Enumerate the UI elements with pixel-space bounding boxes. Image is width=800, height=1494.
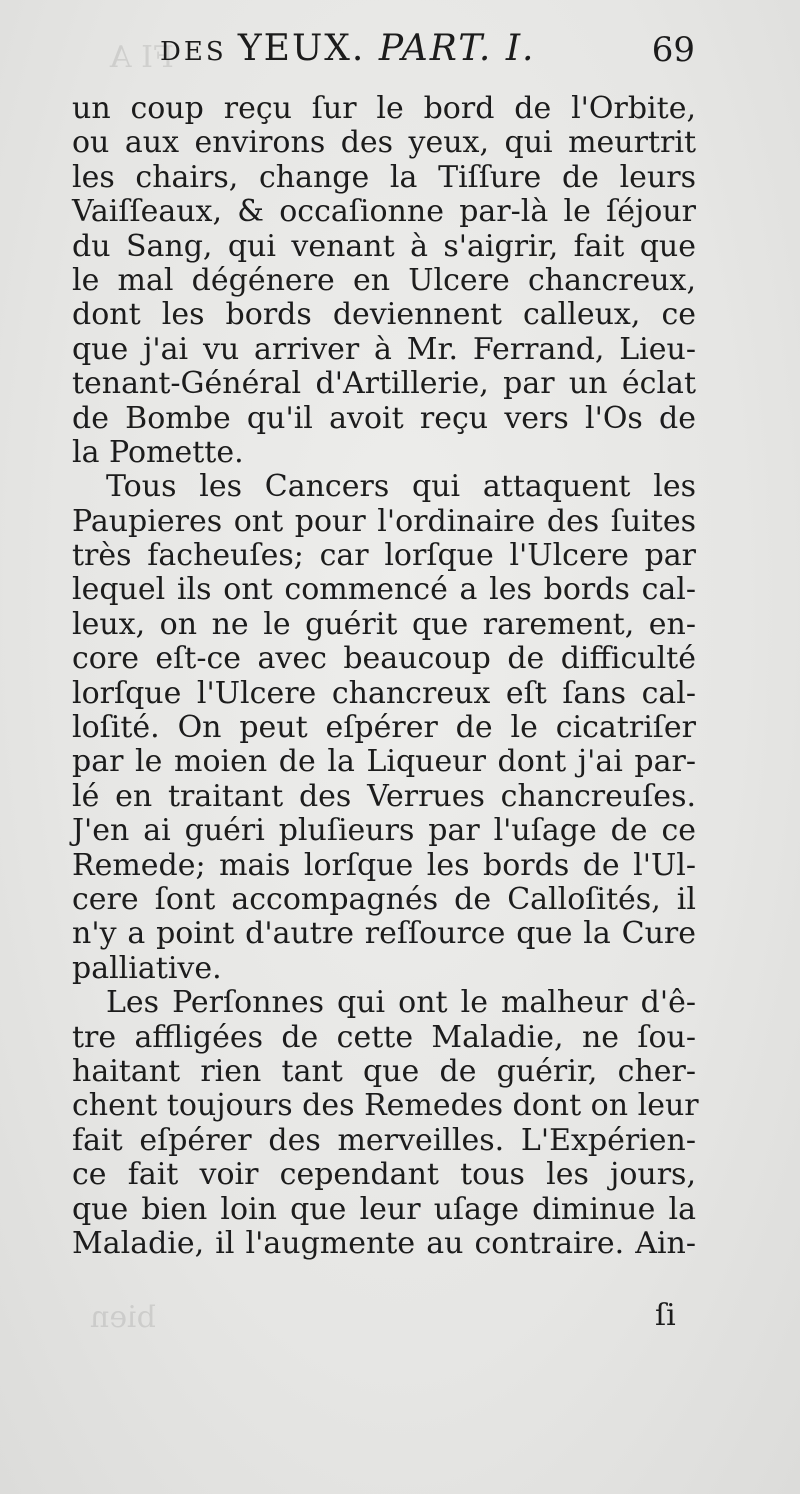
running-head-prefix: DES [160,37,238,67]
text-line: n'y a point d'autre reſſource que la Cure [72,916,696,952]
text-line: que j'ai vu arriver à Mr. Ferrand, Lieu- [72,331,696,367]
text-line: Les Perſonnes qui ont le malheur d'ê- [106,985,696,1021]
text-line: J'en ai guéri pluſieurs par l'uſage de ce [72,813,696,849]
text-line: tenant-Général d'Artillerie, par un éclat [72,366,696,402]
text-line: par le moien de la Liqueur dont j'ai par- [72,744,696,780]
text-line: les chairs, change la Tiſſure de leurs [72,159,696,195]
text-line: de Bombe qu'il avoit reçu vers l'Os de [72,400,696,436]
running-head-title: YEUX. [237,28,366,69]
running-head-part: PART. I. [365,28,536,69]
text-line: la Pomette. [72,434,244,470]
bleed-through: FI A [110,40,174,75]
text-line: le mal dégénere en Ulcere chancreux, [72,262,696,298]
paragraph [72,92,696,470]
text-line: haitant rien tant que de guérir, cher- [72,1053,696,1089]
text-line: très facheuſes; car lorſque l'Ulcere par [72,538,696,574]
text-line: Maladie, il l'augmente au contraire. Ain- [72,1225,696,1261]
text-line: Tous les Cancers qui attaquent les [106,469,696,505]
text-line: palliative. [72,950,222,986]
catchword: ſi [655,1298,676,1333]
text-line: chent toujours des Remedes dont on leur [72,1088,699,1124]
text-line: lequel ils ont commencé a les bords cal- [72,572,696,608]
running-header [160,28,695,78]
text-line: du Sang, qui venant à s'aigrir, fait que [72,228,696,264]
page-number: 69 [651,30,695,70]
text-line: Vaiſſeaux, & occaſionne par-là le ſéjour [72,194,696,230]
text-line: ce fait voir cependant tous les jours, [72,1157,696,1193]
text-line: lorſque l'Ulcere chancreux eſt ſans cal- [72,675,696,711]
text-line: fait eſpérer des merveilles. L'Expérien- [72,1122,696,1158]
text-body [72,91,699,1261]
text-line: Paupieres ont pour l'ordinaire des ſuites [72,503,696,539]
text-line: dont les bords deviennent calleux, ce [72,297,696,333]
text-line: que bien loin que leur uſage diminue la [72,1191,696,1227]
text-line: loſité. On peut eſpérer de le cicatriſer [72,710,696,746]
text-line: tre affligées de cette Maladie, ne ſou- [72,1019,696,1055]
running-head [160,28,535,69]
text-line: ou aux environs des yeux, qui meurtrit [72,125,696,161]
paragraph [72,985,699,1261]
paragraph [72,470,696,986]
text-line: cere ſont accompagnés de Calloſités, il [72,881,696,917]
text-line: leux, on ne le guérit que rarement, en- [72,606,696,642]
text-line: lé en traitant des Verrues chancreuſes. [72,778,696,814]
bleed-through: bien [90,1300,156,1335]
text-line: core eſt-ce avec beaucoup de difficulté [72,641,696,677]
text-line: un coup reçu ſur le bord de l'Orbite, [72,91,696,126]
text-line: Remede; mais lorſque les bords de l'Ul- [72,847,696,883]
